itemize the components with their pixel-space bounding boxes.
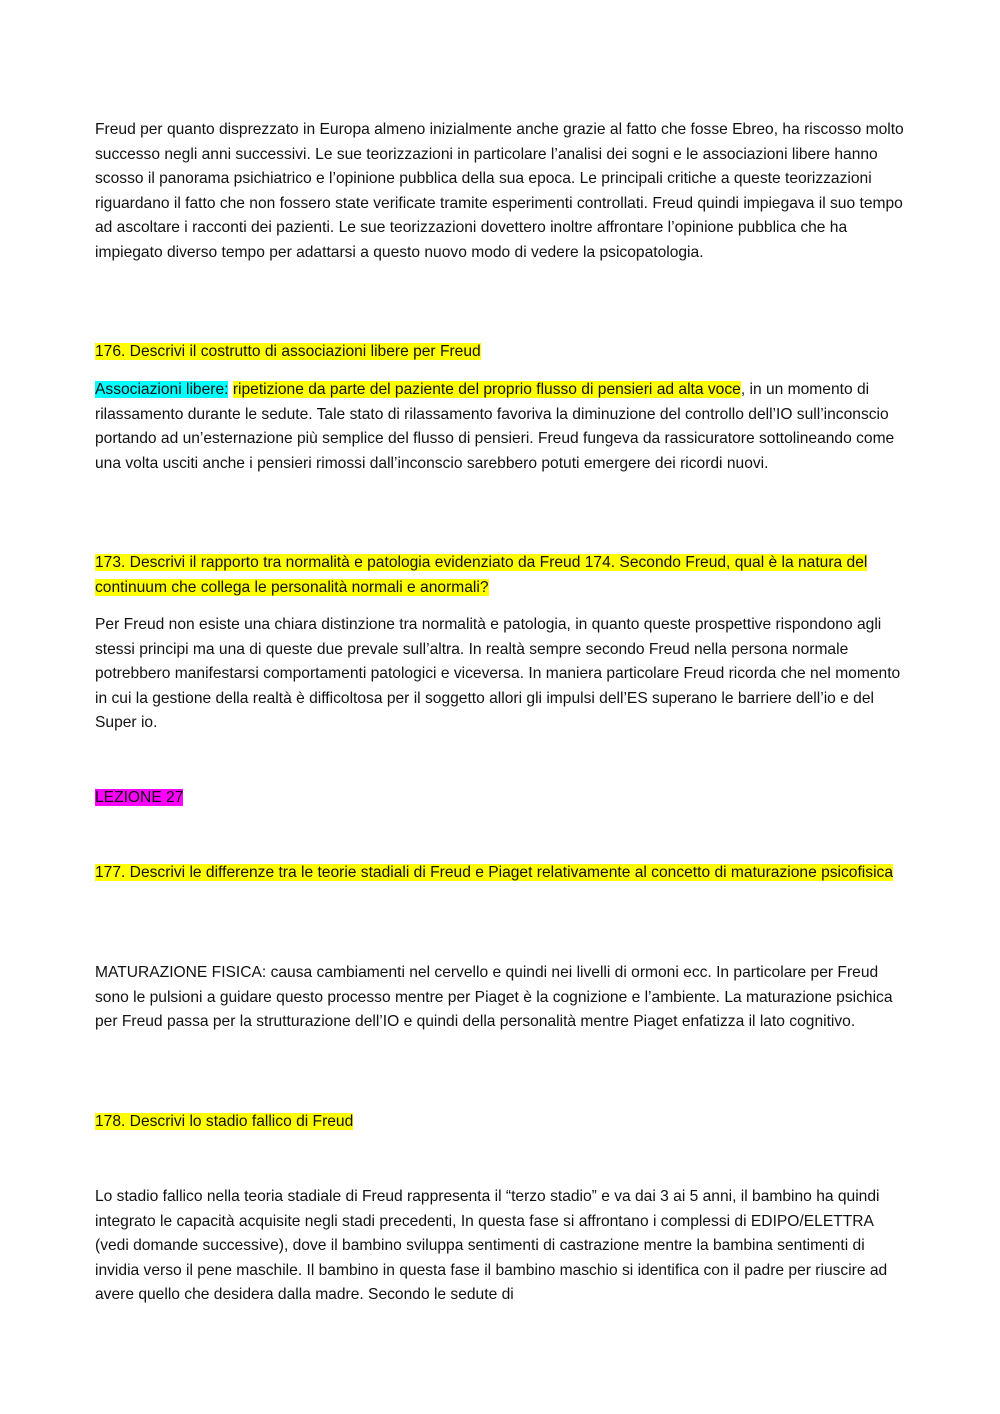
question-173 xyxy=(95,551,910,600)
question-178 xyxy=(95,1110,910,1135)
question-176-text: 176. Descrivi il costrutto di associazioni libere per Freud xyxy=(95,343,481,360)
question-177-text: 177. Descrivi le differenze tra le teorie stadiali di Freud e Piaget relativamente al concetto di maturazione psicofisica xyxy=(95,864,893,881)
question-173-text: 173. Descrivi il rapporto tra normalità e patologia evidenziato da Freud 174. Secondo Freud, qual è la natura del continuum che collega le personalità normali e anormali? xyxy=(95,554,868,596)
lesson-heading-text: LEZIONE 27 xyxy=(95,789,184,806)
answer-176-term: Associazioni libere: xyxy=(95,381,229,398)
answer-176-rest: , in un momento di rilassamento durante le sedute. Tale stato di rilassamento favoriva la diminuzione del controllo dell’IO sull’inconscio portando ad un’esternazione più semplice del flusso di pensieri. Freud fungeva da rassicuratore sottolineando come una volta usciti anche i pensieri rimossi dall’inconscio sarebbero potuti emergere dei ricordi nuovi. xyxy=(95,381,895,472)
question-178-text: 178. Descrivi lo stadio fallico di Freud xyxy=(95,1113,354,1130)
answer-178: Lo stadio fallico nella teoria stadiale di Freud rappresenta il “terzo stadio” e va dai 3 ai 5 anni, il bambino ha quindi integrato le capacità acquisite negli stadi precedenti, In questa fase si affrontano i complessi di EDIPO/ELETTRA (vedi domande successive), dove il bambino sviluppa sentimenti di castrazione mentre la bambina sentimenti di invidia verso il pene maschile. Il bambino in questa fase il bambino maschio si identifica con il padre per riuscire ad avere quello che desidera dalla madre. Secondo le sedute di xyxy=(95,1188,888,1304)
intro-paragraph: Freud per quanto disprezzato in Europa almeno inizialmente anche grazie al fatto che fosse Ebreo, ha riscosso molto successo negli anni successivi. Le sue teorizzazioni in particolare l’analisi dei sogni e le associazioni libere hanno scosso il panorama psichiatrico e l’opinione pubblica della sua epoca. Le principali critiche a queste teorizzazioni riguardano il fatto che non fossero state verificate tramite esperimenti controllati. Freud quindi impiegava il suo tempo ad ascoltare i racconti dei pazienti. Le sue teorizzazioni dovettero inoltre affrontare l’opinione pubblica che ha impiegato diverso tempo per adattarsi a questo nuovo modo di vedere la psicopatologia. xyxy=(95,121,904,261)
question-176 xyxy=(95,340,910,365)
answer-177: MATURAZIONE FISICA: causa cambiamenti nel cervello e quindi nei livelli di ormoni ecc. In particolare per Freud sono le pulsioni a guidare questo processo mentre per Piaget è la cognizione e l’ambiente. La maturazione psichica per Freud passa per la strutturazione dell’IO e quindi della personalità mentre Piaget enfatizza il lato cognitivo. xyxy=(95,964,893,1031)
answer-173: Per Freud non esiste una chiara distinzione tra normalità e patologia, in quanto queste prospettive rispondono agli stessi principi ma una di queste due prevale sull’altra. In realtà sempre secondo Freud nella persona normale potrebbero manifestarsi comportamenti patologici e viceversa. In maniera particolare Freud ricorda che nel momento in cui la gestione della realtà è difficoltosa per il soggetto allori gli impulsi dell’ES superano le barriere dell’io e del Super io. xyxy=(95,616,901,732)
question-177 xyxy=(95,861,910,886)
lesson-heading xyxy=(95,786,910,811)
answer-176-definition: ripetizione da parte del paziente del proprio flusso di pensieri ad alta voce xyxy=(232,381,741,398)
answer-176 xyxy=(95,378,910,476)
